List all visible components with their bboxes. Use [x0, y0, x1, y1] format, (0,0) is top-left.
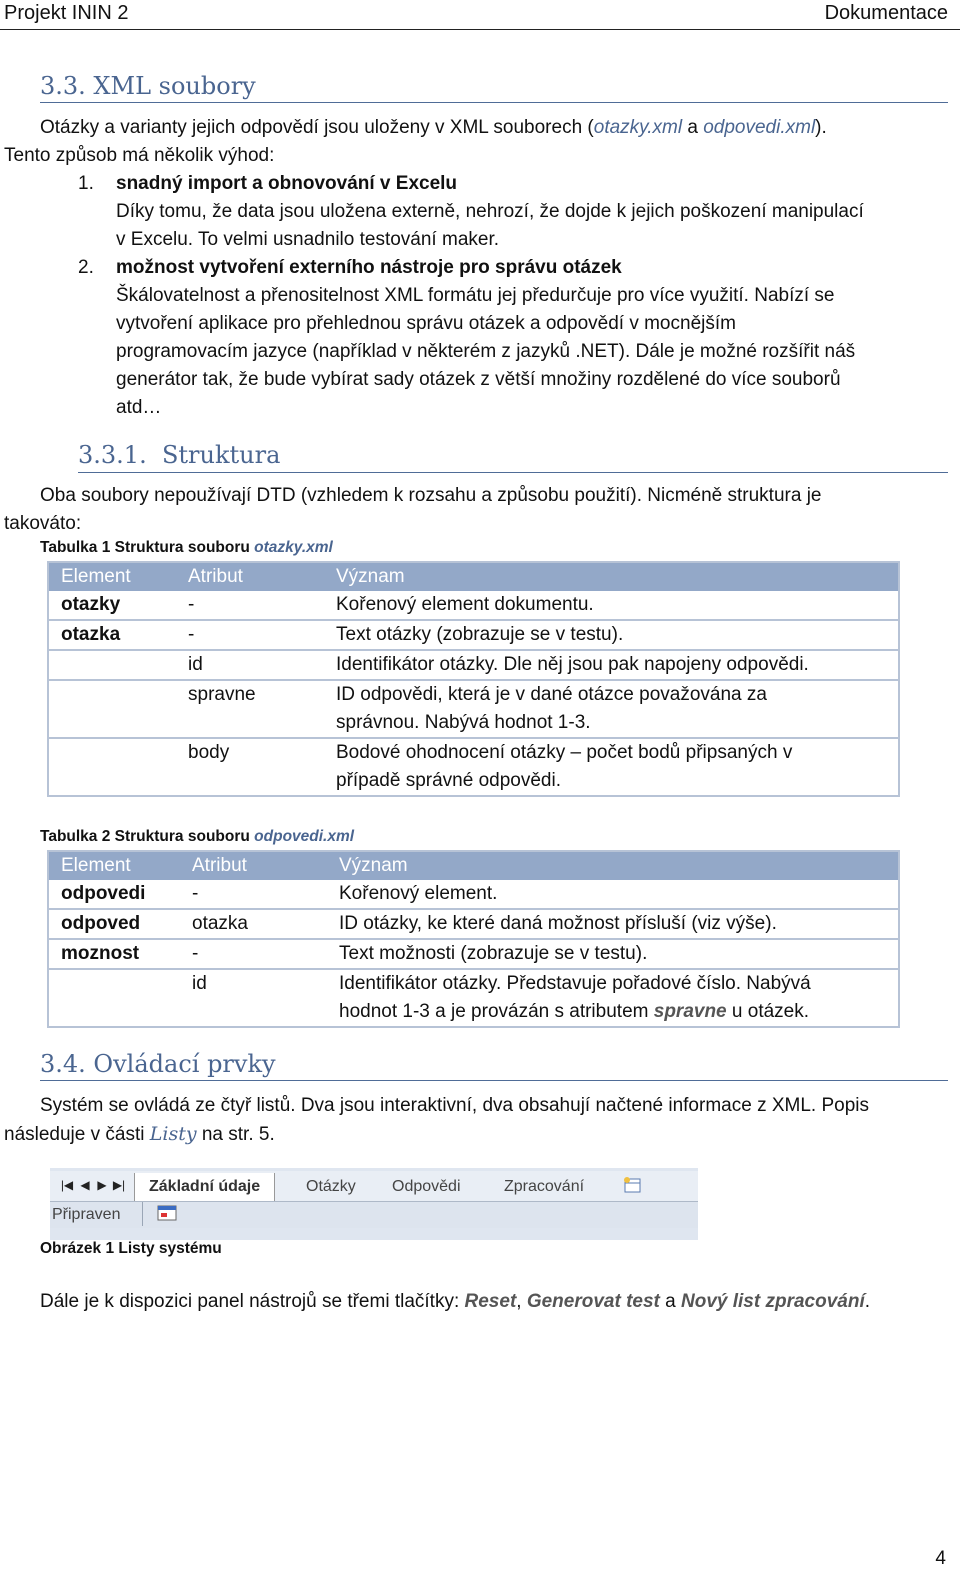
- table-header-row: [48, 562, 899, 591]
- table2-caption: Tabulka 2 Struktura souboru odpovedi.xml: [40, 828, 355, 845]
- section-331-rule: [78, 472, 948, 473]
- last-sheet-icon[interactable]: ▶|: [112, 1178, 126, 1192]
- generate-test-button-ref: Generovat test: [526, 1291, 660, 1312]
- tab-odpovedi[interactable]: Odpovědi: [392, 1178, 461, 1195]
- list-item-text: atd…: [116, 397, 162, 418]
- table-row: [48, 591, 899, 620]
- section-34-rule: [40, 1080, 948, 1081]
- section-331-text: Oba soubory nepoužívají DTD (vzhledem k rozsahu a způsobu použití). Nicméně struktura je: [40, 485, 822, 506]
- table-odpovedi: [47, 850, 900, 1028]
- meaning-cell: Text otázky (zobrazuje se v testu).: [324, 620, 899, 650]
- list-item-title: možnost vytvoření externího nástroje pro správu otázek: [116, 257, 622, 278]
- status-text: Připraven: [52, 1206, 121, 1223]
- tab-otazky[interactable]: Otázky: [306, 1178, 356, 1195]
- section-33-title: 3.3. XML soubory: [40, 72, 256, 100]
- table-row: [48, 620, 899, 650]
- table-row: [48, 939, 899, 969]
- section-33-rule: [40, 102, 948, 103]
- section-34-title: 3.4. Ovládací prvky: [40, 1050, 276, 1078]
- element-cell: moznost: [48, 939, 180, 969]
- attribute-cell: id: [176, 650, 324, 680]
- column-header: Element: [48, 851, 180, 880]
- meaning-cell: Text možnosti (zobrazuje se v testu).: [327, 939, 899, 969]
- header-title: Projekt ININ 2: [4, 2, 129, 24]
- attribute-cell: -: [180, 880, 327, 909]
- element-cell: otazky: [48, 591, 176, 620]
- column-header: Atribut: [176, 562, 324, 591]
- next-sheet-icon[interactable]: ▶: [97, 1178, 107, 1192]
- status-divider: [142, 1202, 143, 1226]
- new-sheet-button-ref: Nový list zpracování: [681, 1291, 865, 1312]
- table-row: [48, 650, 899, 680]
- table-row: [48, 909, 899, 939]
- attribute-cell: spravne: [176, 680, 324, 738]
- meaning-cell: Kořenový element.: [327, 880, 899, 909]
- listy-link[interactable]: Listy: [149, 1123, 197, 1145]
- tab-zakladni-udaje[interactable]: Základní údaje: [134, 1173, 275, 1201]
- element-cell: [48, 738, 176, 796]
- tab-zpracovani[interactable]: Zpracování: [504, 1178, 585, 1195]
- table-header-row: [48, 851, 899, 880]
- list-item-text: vytvoření aplikace pro přehlednou správu otázek a odpovědí v mocnějším: [116, 313, 736, 334]
- attribute-cell: otazka: [180, 909, 327, 939]
- section-34-text-2: následuje v části Listy na str. 5.: [4, 1123, 275, 1145]
- first-sheet-icon[interactable]: |◀: [60, 1178, 74, 1192]
- list-item-text: v Excelu. To velmi usnadnilo testování maker.: [116, 229, 500, 250]
- figure-caption: Obrázek 1 Listy systému: [40, 1240, 222, 1257]
- table-row: [48, 880, 899, 909]
- meaning-cell: ID odpovědi, která je v dané otázce považována za správnou. Nabývá hodnot 1-3.: [324, 680, 899, 738]
- attribute-cell: body: [188, 742, 230, 763]
- list-number: 2.: [78, 257, 94, 278]
- section-34-text: Systém se ovládá ze čtyř listů. Dva jsou interaktivní, dva obsahují načtené informace z XML. Popis: [40, 1095, 869, 1116]
- meaning-cell: Identifikátor otázky. Představuje pořadové číslo. Nabývá hodnot 1-3 a je provázán s atributem spravne u otázek.: [339, 973, 811, 1022]
- table-otazky: [47, 561, 900, 797]
- meaning-cell: Identifikátor otázky. Dle něj jsou pak napojeny odpovědi.: [324, 650, 899, 680]
- attribute-cell: -: [180, 939, 327, 969]
- attribute-cell: id: [192, 973, 207, 994]
- macro-record-icon[interactable]: [156, 1203, 180, 1223]
- file-link-odpovedi: odpovedi.xml: [703, 117, 816, 138]
- list-item-text: Díky tomu, že data jsou uložena externě, nehrozí, že dojde k jejich poškození manipulací: [116, 201, 864, 222]
- section-33-intro: Otázky a varianty jejich odpovědí jsou uloženy v XML souborech (otazky.xml a odpovedi.xml).: [40, 117, 827, 138]
- meaning-cell: Bodové ohodnocení otázky – počet bodů připsaných v případě správné odpovědi.: [336, 742, 793, 791]
- table-row: [48, 738, 899, 796]
- column-header: Atribut: [180, 851, 327, 880]
- meaning-cell: Kořenový element dokumentu.: [324, 591, 899, 620]
- page-number: 4: [935, 1548, 946, 1569]
- column-header: Význam: [324, 562, 899, 591]
- section-33-intro-2: Tento způsob má několik výhod:: [4, 145, 275, 166]
- list-item-text: programovacím jazyce (například v některém z jazyků .NET). Dále je možné rozšířit náš: [116, 341, 856, 362]
- element-cell: [48, 650, 176, 680]
- element-cell: odpovedi: [48, 880, 180, 909]
- table1-caption: Tabulka 1 Struktura souboru otazky.xml: [40, 539, 333, 556]
- column-header: Význam: [327, 851, 899, 880]
- element-cell: odpoved: [48, 909, 180, 939]
- list-item-text: generátor tak, že bude vybírat sady otázek z větší množiny rozdělené do více souborů: [116, 369, 841, 390]
- toolbar-description: Dále je k dispozici panel nástrojů se třemi tlačítky: Reset, Generovat test a Nový list zpracování.: [40, 1291, 871, 1312]
- list-item-text: Škálovatelnost a přenositelnost XML formátu jej předurčuje pro více využití. Nabízí se: [116, 285, 835, 306]
- element-cell: otazka: [48, 620, 176, 650]
- table-row: [48, 680, 899, 738]
- section-331-text-2: takováto:: [4, 513, 82, 534]
- attribute-cell: -: [176, 620, 324, 650]
- header-doc-label: Dokumentace: [824, 2, 948, 24]
- prev-sheet-icon[interactable]: ◀: [80, 1178, 90, 1192]
- meaning-cell: ID otázky, ke které daná možnost přísluší (viz výše).: [327, 909, 899, 939]
- file-link-otazky: otazky.xml: [593, 117, 683, 138]
- list-number: 1.: [78, 173, 94, 194]
- element-cell: [48, 680, 176, 738]
- list-item-title: snadný import a obnovování v Excelu: [116, 173, 458, 194]
- reset-button-ref: Reset: [464, 1291, 517, 1312]
- attribute-cell: -: [176, 591, 324, 620]
- column-header: Element: [48, 562, 176, 591]
- insert-sheet-icon[interactable]: [622, 1176, 644, 1194]
- header-divider: [0, 29, 960, 30]
- section-331-title: 3.3.1. Struktura: [78, 441, 281, 469]
- table-row: [48, 969, 899, 1027]
- element-cell: [48, 969, 180, 1027]
- status-bar: [50, 1202, 698, 1228]
